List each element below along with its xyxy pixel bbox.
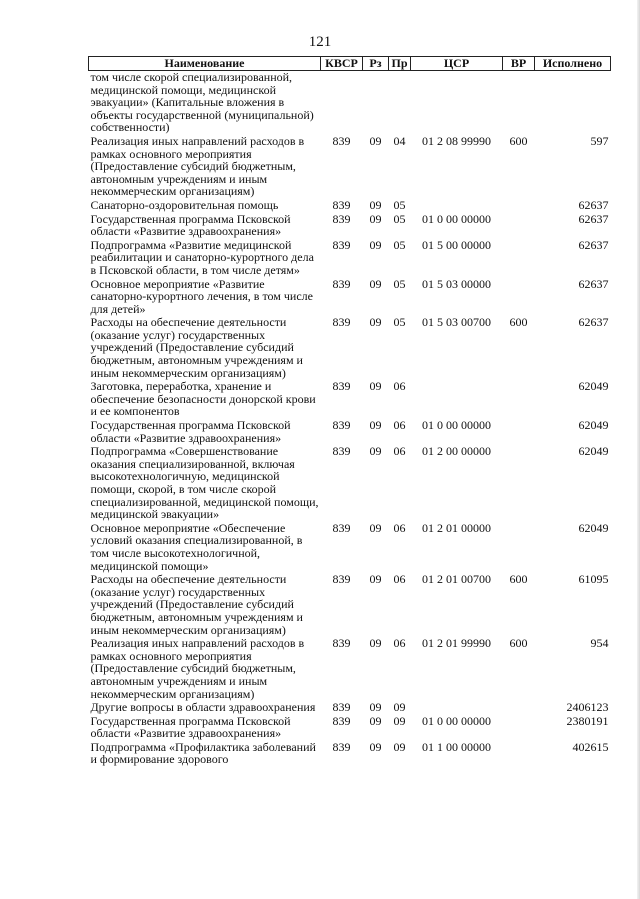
pr-cell: 09 — [393, 739, 406, 754]
pr-cell: 05 — [393, 197, 406, 212]
rz-cell: 09 — [369, 315, 382, 330]
page-number: 121 — [308, 34, 332, 50]
rz-cell: 09 — [369, 418, 382, 433]
vr-cell: 600 — [509, 636, 528, 651]
header-csr: ЦСР — [411, 57, 503, 71]
name-cell: Подпрограмма «Совершенствование оказания специализированной, включая высокотехнологичную, медицинской помощи, скорой, в том числе скорой специализированной, медицинской помощи, медицинской эвакуации» — [90, 444, 319, 522]
vr-cell — [503, 445, 535, 522]
done-cell: 62637 — [578, 237, 609, 252]
kvsr-cell: 839 — [332, 739, 351, 754]
table-row — [89, 135, 611, 199]
name-cell: Заготовка, переработка, хранение и обеспечение безопасности донорской крови и ее компонентов — [90, 379, 316, 419]
done-cell: 62637 — [578, 197, 609, 212]
pr-cell: 06 — [393, 572, 406, 587]
pr-cell: 06 — [393, 444, 406, 459]
vr-cell — [503, 213, 535, 239]
vr-cell — [503, 278, 535, 317]
name-cell: Основное мероприятие «Развитие санаторно-курортного лечения, в том числе для детей» — [90, 276, 313, 316]
name-cell: Другие вопросы в области здравоохранения — [90, 700, 316, 715]
kvsr-cell: 839 — [332, 713, 351, 728]
pr-cell — [389, 71, 411, 135]
kvsr-cell: 839 — [332, 197, 351, 212]
csr-cell — [411, 199, 503, 213]
pr-cell: 04 — [393, 133, 406, 148]
rz-cell: 09 — [369, 739, 382, 754]
table-row — [89, 715, 611, 741]
table-row — [89, 637, 611, 701]
csr-cell — [411, 380, 503, 419]
kvsr-cell: 839 — [332, 636, 351, 651]
pr-cell: 05 — [393, 276, 406, 291]
csr-cell: 01 2 08 99990 — [422, 133, 491, 148]
done-cell: 62049 — [578, 444, 609, 459]
rz-cell: 09 — [369, 444, 382, 459]
csr-cell: 01 5 00 00000 — [422, 237, 491, 252]
name-cell: Реализация иных направлений расходов в рамках основного мероприятия (Предоставление субсидий бюджетным, автономным учреждениям и иным некоммерческим организациям) — [90, 133, 305, 199]
rz-cell: 09 — [369, 197, 382, 212]
kvsr-cell — [321, 71, 363, 135]
csr-cell — [411, 701, 503, 715]
name-cell: Государственная программа Псковской области «Развитие здравоохранения» — [90, 713, 291, 741]
pr-cell: 06 — [393, 418, 406, 433]
csr-cell: 01 0 00 00000 — [422, 713, 491, 728]
vr-cell: 600 — [509, 572, 528, 587]
done-cell: 62637 — [578, 211, 609, 226]
kvsr-cell: 839 — [332, 572, 351, 587]
rz-cell: 09 — [369, 572, 382, 587]
kvsr-cell: 839 — [332, 237, 351, 252]
table-row — [89, 199, 611, 213]
name-cell: Основное мероприятие «Обеспечение условий оказания специализированной, в том числе высокотехнологичной, медицинской помощи» — [90, 520, 303, 573]
rz-cell: 09 — [369, 700, 382, 715]
vr-cell — [503, 715, 535, 741]
rz-cell: 09 — [369, 133, 382, 148]
vr-cell: 600 — [509, 315, 528, 330]
pr-cell: 05 — [393, 315, 406, 330]
table-row — [89, 278, 611, 317]
done-cell — [535, 71, 611, 135]
table-body — [89, 71, 611, 768]
pr-cell: 05 — [393, 211, 406, 226]
table-row — [89, 522, 611, 573]
header-vr: ВР — [503, 57, 535, 71]
name-cell: Подпрограмма «Профилактика заболеваний и формирование здорового — [90, 739, 316, 767]
name-cell: Санаторно-оздоровительная помощь — [90, 197, 279, 212]
done-cell: 61095 — [578, 572, 609, 587]
header-name: Наименование — [89, 57, 321, 71]
table-row — [89, 741, 611, 767]
rz-cell: 09 — [369, 276, 382, 291]
csr-cell — [411, 71, 503, 135]
vr-cell — [503, 239, 535, 278]
pr-cell: 06 — [393, 520, 406, 535]
kvsr-cell: 839 — [332, 315, 351, 330]
csr-cell: 01 1 00 00000 — [422, 739, 491, 754]
name-cell: Подпрограмма «Развитие медицинской реабилитации и санаторно-курортного дела в Псковской области, в том числе детям» — [90, 237, 314, 277]
name-cell: Реализация иных направлений расходов в рамках основного мероприятия (Предоставление субсидий бюджетным, автономным учреждениям и иным некоммерческим организациям) — [90, 636, 305, 701]
kvsr-cell: 839 — [332, 276, 351, 291]
done-cell: 597 — [590, 133, 609, 148]
csr-cell: 01 2 01 99990 — [422, 636, 491, 651]
done-cell: 62049 — [578, 379, 609, 394]
done-cell: 62637 — [578, 276, 609, 291]
vr-cell — [503, 71, 535, 135]
name-cell: Государственная программа Псковской области «Развитие здравоохранения» — [90, 211, 291, 239]
done-cell: 402615 — [572, 739, 609, 754]
table-header-row — [89, 57, 611, 71]
done-cell: 62637 — [578, 315, 609, 330]
table-row — [89, 239, 611, 278]
done-cell: 2406123 — [566, 700, 609, 715]
table-row — [89, 213, 611, 239]
header-pr: Пр — [389, 57, 411, 71]
vr-cell — [503, 522, 535, 573]
kvsr-cell: 839 — [332, 211, 351, 226]
pr-cell: 09 — [393, 713, 406, 728]
pr-cell: 05 — [393, 237, 406, 252]
kvsr-cell: 839 — [332, 133, 351, 148]
header-done: Исполнено — [535, 57, 611, 71]
pr-cell: 06 — [393, 379, 406, 394]
kvsr-cell: 839 — [332, 418, 351, 433]
name-cell: Государственная программа Псковской области «Развитие здравоохранения» — [90, 418, 291, 445]
vr-cell: 600 — [509, 133, 528, 148]
vr-cell — [503, 380, 535, 419]
done-cell: 954 — [590, 636, 609, 651]
pr-cell: 06 — [393, 636, 406, 651]
csr-cell: 01 5 03 00700 — [422, 315, 491, 330]
done-cell: 62049 — [578, 418, 609, 433]
header-rz: Рз — [363, 57, 389, 71]
csr-cell: 01 0 00 00000 — [422, 211, 491, 226]
table-row — [89, 701, 611, 715]
table-row — [89, 573, 611, 637]
vr-cell — [503, 199, 535, 213]
done-cell: 62049 — [578, 520, 609, 535]
csr-cell: 01 2 00 00000 — [422, 444, 491, 459]
name-cell: Расходы на обеспечение деятельности (оказание услуг) государственных учреждений (Предоставление субсидий бюджетным, автономным учреждениям и иным некоммерческим организациям) — [90, 315, 303, 380]
table-row — [89, 71, 611, 135]
pr-cell: 09 — [393, 700, 406, 715]
kvsr-cell: 839 — [332, 379, 351, 394]
vr-cell — [503, 741, 535, 767]
header-kvsr: КВСР — [321, 57, 363, 71]
rz-cell: 09 — [369, 379, 382, 394]
done-cell: 2380191 — [566, 713, 609, 728]
table-row — [89, 419, 611, 445]
csr-cell: 01 2 01 00700 — [422, 572, 491, 587]
rz-cell: 09 — [369, 520, 382, 535]
rz-cell: 09 — [369, 636, 382, 651]
kvsr-cell: 839 — [332, 444, 351, 459]
kvsr-cell: 839 — [332, 520, 351, 535]
table-row — [89, 316, 611, 380]
csr-cell: 01 0 00 00000 — [422, 418, 491, 433]
rz-cell — [363, 71, 389, 135]
rz-cell: 09 — [369, 237, 382, 252]
budget-execution-table — [88, 56, 611, 767]
rz-cell: 09 — [369, 211, 382, 226]
kvsr-cell: 839 — [332, 700, 351, 715]
table-row — [89, 445, 611, 522]
name-cell: том числе скорой специализированной, медицинской помощи, медицинской эвакуации» (Капитальные вложения в объекты государственной (муниципальной) собственности) — [90, 70, 314, 135]
vr-cell — [503, 419, 535, 445]
table-row — [89, 380, 611, 419]
csr-cell: 01 5 03 00000 — [422, 276, 491, 291]
rz-cell: 09 — [369, 713, 382, 728]
csr-cell: 01 2 01 00000 — [422, 520, 491, 535]
name-cell: Расходы на обеспечение деятельности (оказание услуг) государственных учреждений (Предоставление субсидий бюджетным, автономным учреждениям и иным некоммерческим организациям) — [90, 572, 303, 637]
vr-cell — [503, 701, 535, 715]
